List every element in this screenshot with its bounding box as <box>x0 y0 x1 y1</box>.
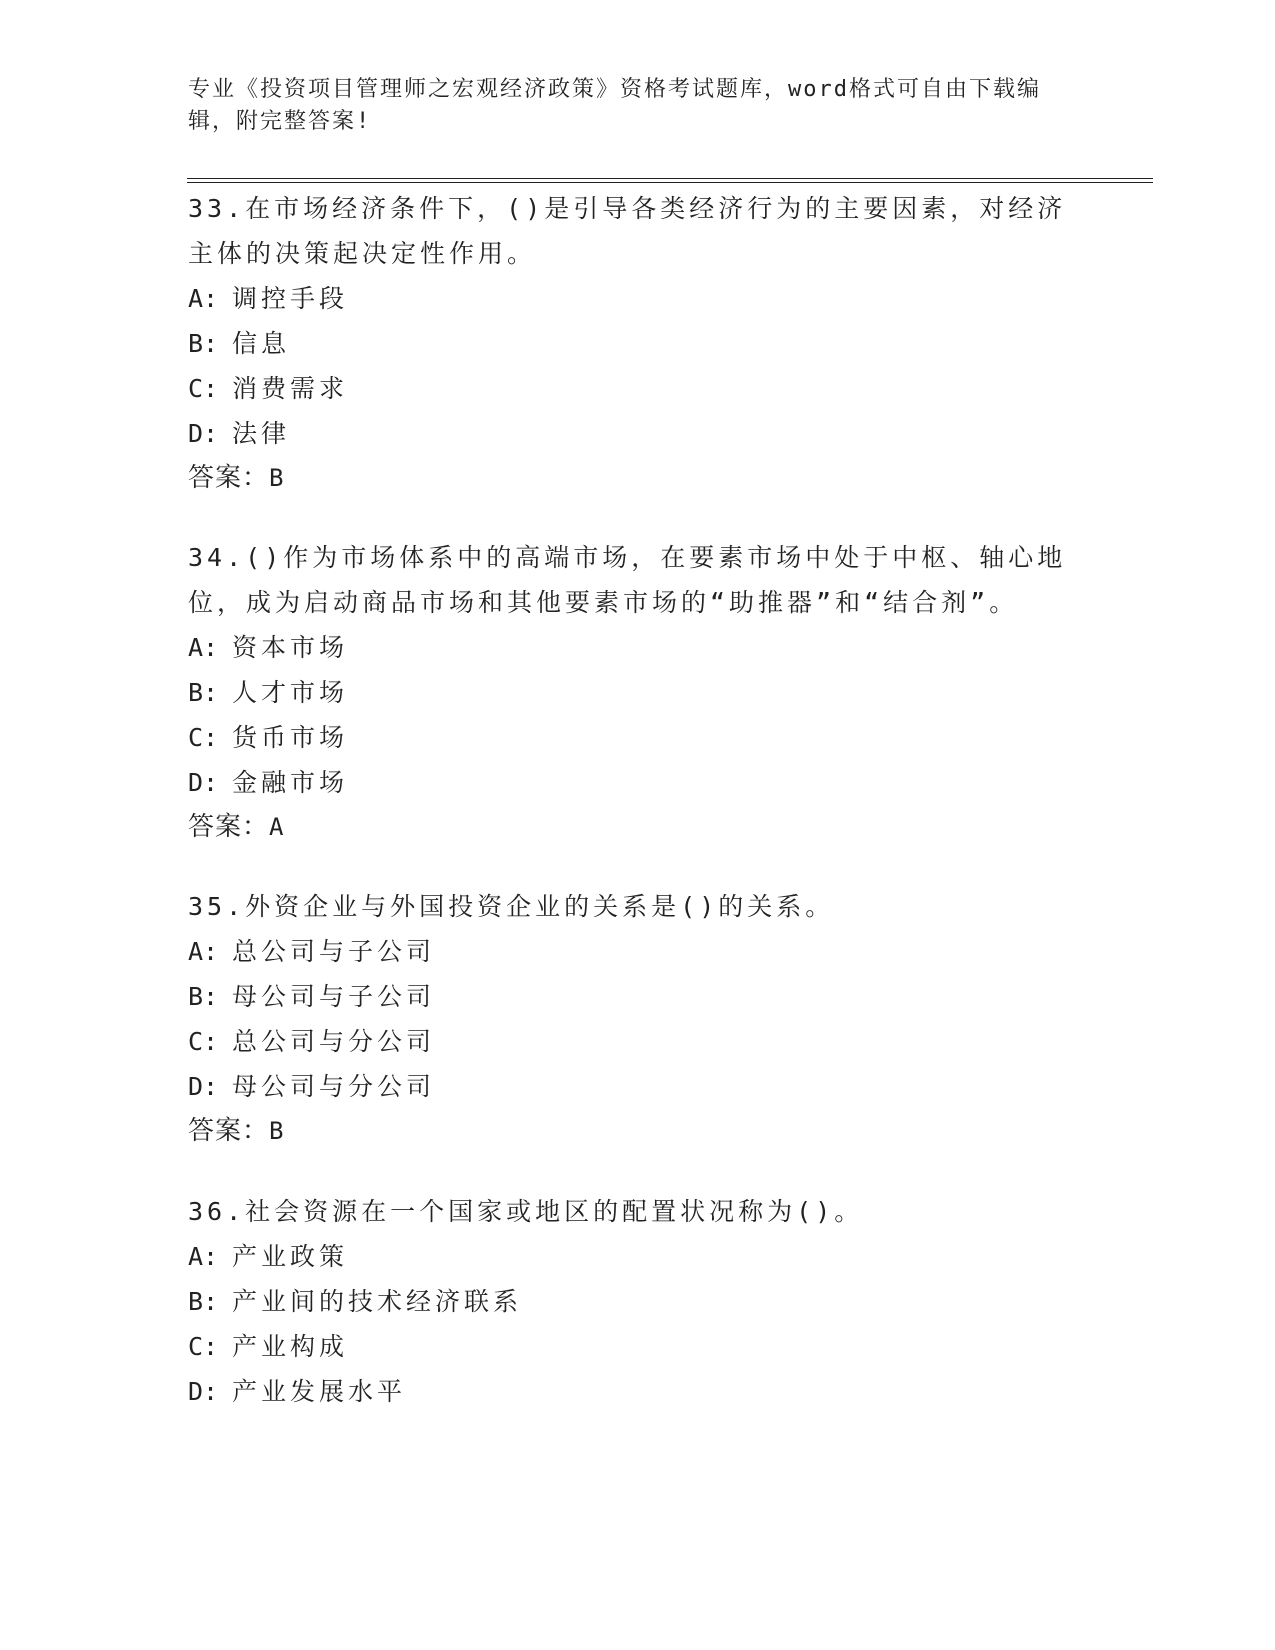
answer-line <box>188 456 1088 501</box>
option-key: D: <box>188 1377 219 1406</box>
option-text: 消费需求 <box>232 374 349 403</box>
option-key: A: <box>188 937 219 966</box>
option-key: C: <box>188 1332 219 1361</box>
question-stem: 34.()作为市场体系中的高端市场，在要素市场中处于中枢、轴心地位，成为启动商品市场和其他要素市场的“助推器”和“结合剂”。 <box>188 543 1067 617</box>
option-key: B: <box>188 678 219 707</box>
option-key: C: <box>188 723 219 752</box>
option-text: 总公司与分公司 <box>232 1027 436 1056</box>
option-key: C: <box>188 374 219 403</box>
header-divider <box>187 178 1153 183</box>
document-header <box>188 74 1068 138</box>
option-c <box>188 1019 1088 1064</box>
question-34 <box>188 535 1088 850</box>
option-b <box>188 974 1088 1019</box>
answer-label: 答案： <box>188 463 270 493</box>
option-d <box>188 1369 1088 1414</box>
answer-value: A <box>269 813 285 841</box>
option-c <box>188 715 1088 760</box>
option-text: 产业发展水平 <box>232 1377 407 1406</box>
option-a <box>188 625 1088 670</box>
option-b <box>188 670 1088 715</box>
option-key: B: <box>188 329 219 358</box>
answer-value: B <box>269 464 285 492</box>
option-d <box>188 411 1088 456</box>
option-a <box>188 276 1088 321</box>
question-35 <box>188 884 1088 1154</box>
option-a <box>188 1234 1088 1279</box>
question-stem: 33.在市场经济条件下，()是引导各类经济行为的主要因素，对经济主体的决策起决定性作用。 <box>188 194 1067 268</box>
option-text: 产业间的技术经济联系 <box>232 1287 523 1316</box>
option-text: 总公司与子公司 <box>232 937 436 966</box>
answer-line <box>188 1109 1088 1154</box>
answer-label: 答案： <box>188 812 270 842</box>
option-c <box>188 1324 1088 1369</box>
option-c <box>188 366 1088 411</box>
question-36 <box>188 1189 1088 1414</box>
option-text: 金融市场 <box>232 768 349 797</box>
option-key: A: <box>188 1242 219 1271</box>
option-d <box>188 1064 1088 1109</box>
answer-value: B <box>269 1117 285 1145</box>
option-text: 产业构成 <box>232 1332 349 1361</box>
option-text: 资本市场 <box>232 633 349 662</box>
question-33 <box>188 186 1088 501</box>
option-text: 货币市场 <box>232 723 349 752</box>
option-text: 人才市场 <box>232 678 349 707</box>
option-key: A: <box>188 633 219 662</box>
option-key: B: <box>188 1287 219 1316</box>
option-key: C: <box>188 1027 219 1056</box>
option-b <box>188 321 1088 366</box>
option-key: B: <box>188 982 219 1011</box>
option-b <box>188 1279 1088 1324</box>
option-text: 信息 <box>232 329 291 358</box>
option-text: 母公司与分公司 <box>232 1072 436 1101</box>
option-key: A: <box>188 284 219 313</box>
option-key: D: <box>188 1072 219 1101</box>
option-text: 法律 <box>232 419 291 448</box>
option-text: 产业政策 <box>232 1242 349 1271</box>
option-key: D: <box>188 768 219 797</box>
option-a <box>188 929 1088 974</box>
answer-label: 答案： <box>188 1116 270 1146</box>
option-text: 调控手段 <box>232 284 349 313</box>
question-stem: 36.社会资源在一个国家或地区的配置状况称为()。 <box>188 1197 864 1226</box>
option-key: D: <box>188 419 219 448</box>
question-stem: 35.外资企业与外国投资企业的关系是()的关系。 <box>188 892 835 921</box>
answer-line <box>188 805 1088 850</box>
header-intro-text: 专业《投资项目管理师之宏观经济政策》资格考试题库，word格式可自由下载编辑，附完整答案! <box>188 77 1041 134</box>
option-text: 母公司与子公司 <box>232 982 436 1011</box>
option-d <box>188 760 1088 805</box>
